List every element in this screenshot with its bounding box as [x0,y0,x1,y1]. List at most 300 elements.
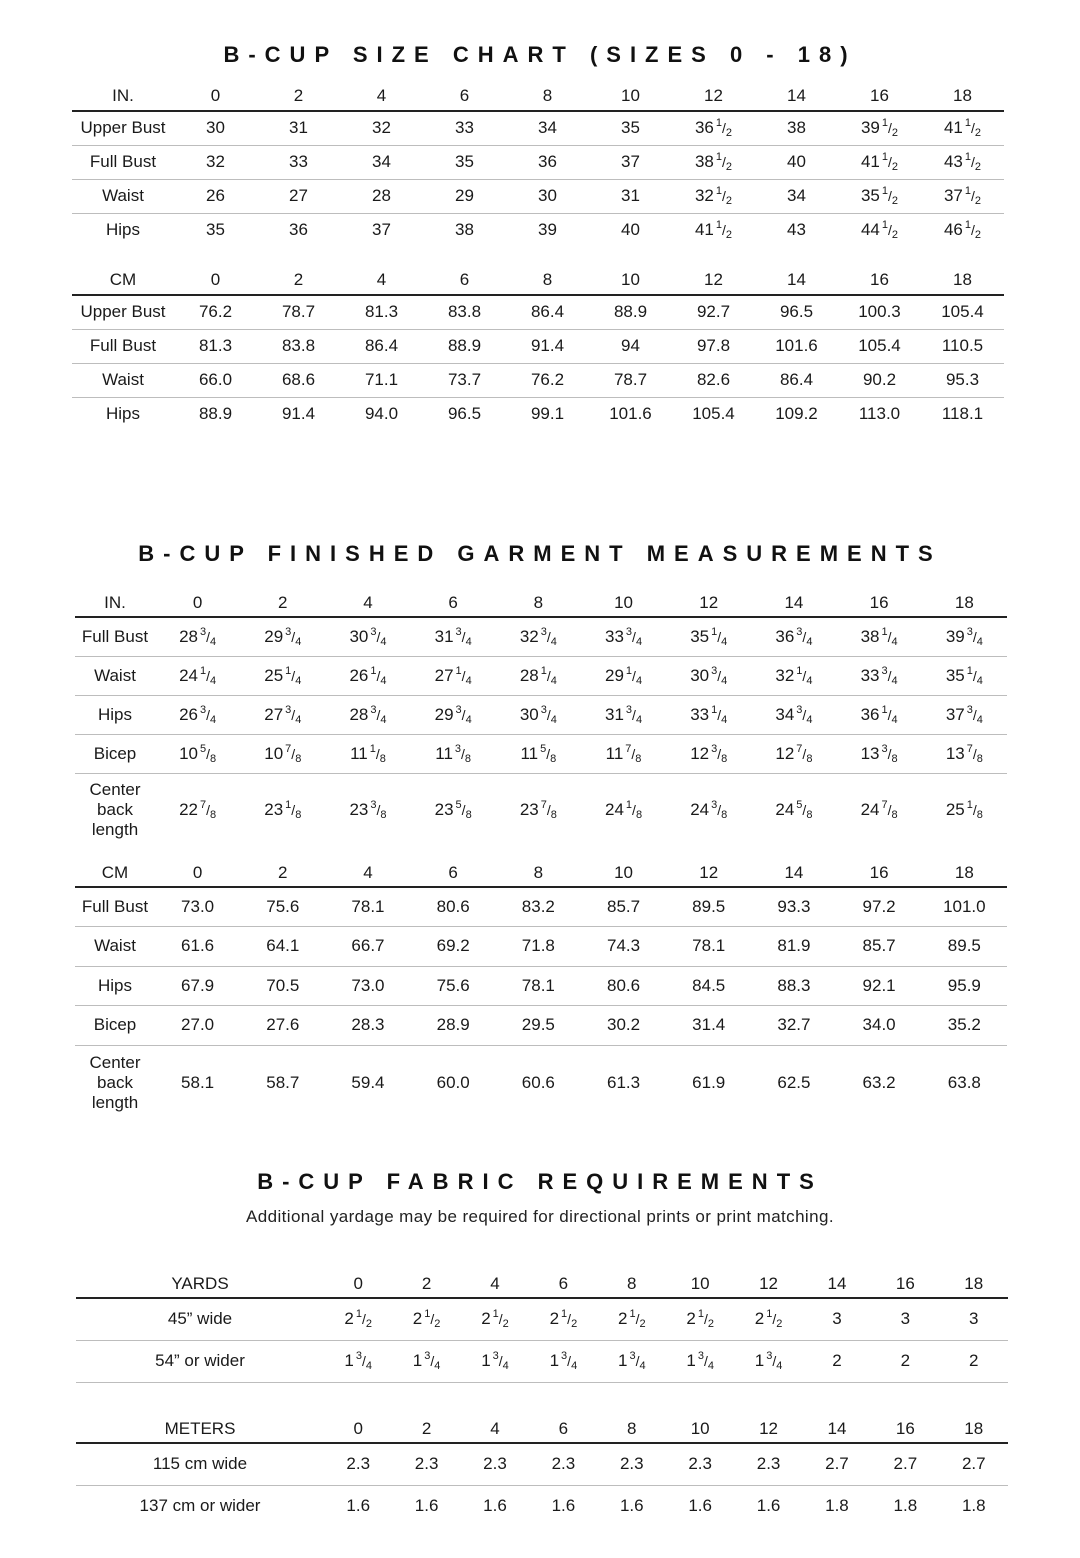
value-cell: 113.0 [858,404,901,424]
value-cell: 101.6 [775,336,818,355]
size-header: 4 [376,269,387,289]
unit-header: CM [109,269,137,289]
value-cell: 88.9 [447,336,482,355]
size-chart-cm-table [72,265,1004,431]
value-cell: 3 [832,1309,842,1329]
value-cell: 74.3 [606,936,641,956]
value-cell: 76.2 [198,302,233,322]
value-cell: 35 $^1/_4$ [690,625,728,648]
size-header: 16 [895,1273,915,1293]
value-cell: 31 [289,118,308,138]
value-cell: 118.1 [941,404,984,424]
size-header: 4 [376,85,387,105]
size-header: 4 [363,592,373,612]
measurement-row-waist [75,656,1007,695]
value-cell: 41 $^1/_2$ [694,219,733,242]
value-cell: 36 [538,152,557,171]
value-cell: 105.4 [941,302,984,322]
value-cell: 28 $^3/_4$ [349,703,387,726]
value-cell: 34 $^3/_4$ [775,703,813,726]
value-cell: 2 $^1/_2$ [481,1308,509,1331]
value-cell: 31.4 [692,1015,726,1035]
value-cell: 1.6 [346,1496,371,1516]
measurement-row-waist [75,927,1007,967]
value-cell: 1 $^3/_4$ [549,1350,578,1372]
value-cell: 1 $^3/_4$ [344,1350,373,1372]
size-header: 18 [954,862,974,882]
value-cell: 12 $^3/_8$ [690,742,728,765]
value-cell: 78.1 [351,897,385,916]
size-header: 2 [278,592,288,612]
value-cell: 41 $^1/_2$ [860,151,899,173]
measurement-row-45-wide [76,1298,1008,1340]
value-cell: 22 $^7/_8$ [179,799,217,822]
value-cell: 28.3 [351,1015,385,1035]
value-cell: 2.3 [619,1454,644,1474]
value-cell: 27.0 [181,1015,215,1035]
value-cell: 61.6 [181,936,215,956]
value-cell: 66.7 [351,936,385,956]
value-cell: 26 $^1/_4$ [349,664,387,687]
size-header: 6 [558,1418,569,1438]
row-label: Full Bust [89,336,157,355]
row-label: Waist [94,936,136,956]
value-cell: 69.2 [436,936,470,956]
value-cell: 27 $^1/_4$ [434,664,472,687]
value-cell: 35 [455,152,474,171]
value-cell: 1.8 [893,1496,918,1516]
value-cell: 91.4 [530,336,565,355]
row-label: Hips [97,975,132,995]
size-header: 14 [784,592,804,612]
value-cell: 37 $^1/_2$ [943,185,982,207]
value-cell: 11 $^5/_8$ [520,742,557,765]
unit-header: METERS [164,1418,236,1438]
value-cell: 36 $^3/_4$ [775,625,813,648]
value-cell: 1.6 [551,1496,576,1516]
measurement-row-full-bust [72,145,1004,179]
measurement-row-full-bust [72,329,1004,363]
size-header: 0 [353,1418,363,1438]
size-header: 0 [210,269,221,289]
row-label: 115 cm wide [152,1454,248,1474]
value-cell: 60.6 [521,1073,555,1093]
value-cell: 38 $^1/_2$ [694,151,733,173]
value-cell: 67.9 [181,975,215,995]
size-header: 12 [699,862,719,882]
measurement-row-hips [72,397,1004,431]
value-cell: 2 [900,1351,911,1370]
value-cell: 59.4 [351,1073,385,1093]
value-cell: 37 [621,152,640,171]
size-header: 18 [953,269,972,289]
row-label: Bicep [93,743,137,763]
value-cell: 1 $^3/_4$ [481,1350,509,1372]
value-cell: 34.0 [862,1015,896,1035]
size-header: 8 [542,269,553,289]
size-header: 18 [964,1418,984,1438]
row-label: Full Bust [89,152,157,171]
value-cell: 13 $^7/_8$ [945,742,983,765]
measurement-row-full-bust [75,617,1007,656]
value-cell: 78.1 [692,936,726,956]
value-cell: 94 [621,336,640,355]
value-cell: 24 $^1/_8$ [605,799,643,822]
value-cell: 2 $^1/_2$ [617,1308,646,1331]
size-header: 8 [533,862,544,882]
value-cell: 93.3 [777,897,811,916]
value-cell: 30 $^3/_4$ [690,664,728,687]
value-cell: 26 $^3/_4$ [179,703,217,726]
size-header: 4 [490,1418,500,1438]
value-cell: 85.7 [606,897,641,916]
value-cell: 81.9 [777,936,811,956]
row-label: Center back length [89,780,141,840]
size-header: 8 [627,1418,637,1438]
value-cell: 27 $^3/_4$ [264,703,302,726]
value-cell: 1 $^3/_4$ [686,1350,714,1372]
row-label: 137 cm or wider [139,1496,261,1516]
value-cell: 2.7 [961,1454,986,1474]
measurement-row-center-back-length [75,773,1007,847]
value-cell: 26 [206,186,225,205]
fabric-meters-table [76,1415,1008,1527]
value-cell: 24 $^1/_4$ [179,664,217,687]
value-cell: 38 [787,118,806,138]
measurement-row-bicep [75,734,1007,773]
measurement-row-hips [75,966,1007,1006]
value-cell: 58.1 [181,1073,215,1093]
value-cell: 92.7 [696,302,731,322]
size-header: 2 [278,862,288,882]
value-cell: 88.3 [777,975,811,995]
size-header: 6 [558,1273,569,1293]
value-cell: 58.7 [266,1073,300,1093]
garment-inches-table [75,589,1007,847]
value-cell: 62.5 [777,1073,811,1093]
size-header: 6 [448,862,458,882]
value-cell: 2 $^1/_2$ [686,1308,714,1331]
fabric-requirements-note: Additional yardage may be required for directional prints or print matching. [246,1207,834,1226]
value-cell: 2.3 [346,1454,371,1474]
value-cell: 78.7 [613,370,648,389]
value-cell: 33 $^3/_4$ [605,625,643,648]
value-cell: 23 $^1/_8$ [264,799,302,822]
size-header: 12 [704,269,723,289]
value-cell: 35.2 [947,1015,981,1035]
value-cell: 99.1 [530,404,565,424]
value-cell: 1.6 [414,1496,439,1516]
value-cell: 2.7 [825,1454,849,1474]
value-cell: 71.1 [364,370,399,389]
value-cell: 37 [372,220,391,240]
value-cell: 34 [538,118,557,138]
value-cell: 101.0 [943,897,986,916]
row-label: 54” or wider [155,1351,245,1370]
header-row [72,265,1004,295]
size-header: 6 [459,85,470,105]
value-cell: 34 [787,186,806,205]
size-header: 8 [533,592,544,612]
value-cell: 2 $^1/_2$ [344,1308,373,1331]
size-header: 14 [784,862,804,882]
size-header: 16 [869,862,889,882]
value-cell: 2.3 [688,1454,712,1474]
value-cell: 70.5 [266,975,300,995]
value-cell: 66.0 [198,370,233,389]
value-cell: 81.3 [198,336,233,355]
value-cell: 24 $^5/_8$ [775,799,813,822]
value-cell: 1.6 [483,1496,507,1516]
value-cell: 39 $^1/_2$ [860,117,899,140]
value-cell: 105.4 [692,404,735,424]
value-cell: 2 $^1/_2$ [549,1308,578,1331]
measurement-row-waist [72,363,1004,397]
header-row [76,1415,1008,1443]
value-cell: 10 $^5/_8$ [179,742,217,765]
value-cell: 25 $^1/_8$ [945,799,983,822]
value-cell: 88.9 [613,302,648,322]
value-cell: 2.3 [414,1454,439,1474]
size-header: 2 [421,1273,432,1293]
value-cell: 95.3 [945,370,980,389]
size-header: 0 [210,85,221,105]
value-cell: 75.6 [436,975,470,995]
value-cell: 81.3 [364,302,399,322]
size-header: 0 [353,1273,363,1293]
size-header: 2 [293,269,304,289]
size-header: 14 [827,1418,847,1438]
measurement-row-bicep [75,1006,1007,1046]
value-cell: 2 [969,1351,979,1370]
value-cell: 85.7 [862,936,896,956]
value-cell: 80.6 [606,975,641,995]
value-cell: 29.5 [521,1015,555,1035]
size-header: 10 [690,1273,710,1293]
value-cell: 86.4 [779,370,814,389]
value-cell: 28 [372,186,391,205]
value-cell: 29 $^1/_4$ [605,664,643,687]
size-chart-inches-table [72,81,1004,247]
value-cell: 97.2 [862,897,896,916]
value-cell: 2.7 [893,1454,918,1474]
size-header: 8 [542,85,553,105]
row-label: 45” wide [167,1309,233,1329]
value-cell: 80.6 [436,897,470,916]
garment-cm-table [75,859,1007,1121]
row-label: Waist [102,186,144,205]
value-cell: 31 $^3/_4$ [434,625,472,648]
value-cell: 38 $^1/_4$ [860,625,898,648]
value-cell: 36 [289,220,308,240]
value-cell: 83.8 [447,302,482,322]
value-cell: 61.9 [692,1073,726,1093]
garment-measurements-title: B-CUP FINISHED GARMENT MEASUREMENTS [138,541,942,566]
value-cell: 86.4 [530,302,565,322]
value-cell: 95.9 [947,975,981,995]
size-header: 6 [448,592,458,612]
value-cell: 28 $^1/_4$ [519,664,557,687]
value-cell: 83.8 [281,336,316,355]
value-cell: 11 $^1/_8$ [350,742,386,765]
size-header: 10 [614,592,633,612]
value-cell: 1 $^3/_4$ [754,1350,783,1372]
size-header: 4 [363,862,373,882]
value-cell: 71.8 [521,936,555,956]
value-cell: 73.0 [351,975,385,995]
value-cell: 92.1 [862,975,896,995]
value-cell: 33 [289,152,308,171]
value-cell: 61.3 [606,1073,641,1093]
value-cell: 86.4 [364,336,399,355]
value-cell: 105.4 [858,336,901,355]
value-cell: 35 [621,118,640,138]
value-cell: 32 $^1/_2$ [694,185,733,207]
value-cell: 63.2 [862,1073,896,1093]
value-cell: 2.3 [551,1454,576,1474]
value-cell: 89.5 [692,897,726,916]
value-cell: 27 [289,186,308,205]
size-chart-title: B-CUP SIZE CHART (SIZES 0 - 18) [223,42,857,67]
value-cell: 30 $^3/_4$ [349,625,387,648]
fabric-yards-table [76,1270,1008,1383]
size-header: 18 [953,85,972,105]
value-cell: 24 $^7/_8$ [860,799,898,822]
unit-header: CM [101,862,129,882]
value-cell: 38 [455,220,474,240]
value-cell: 34 [372,152,391,171]
value-cell: 33 $^3/_4$ [860,664,898,687]
value-cell: 73.7 [447,370,482,389]
value-cell: 1.8 [961,1496,986,1516]
size-header: 14 [787,85,806,105]
value-cell: 1.6 [756,1496,781,1516]
value-cell: 32 $^1/_4$ [775,664,813,687]
value-cell: 33 $^1/_4$ [690,703,728,726]
measurement-row-waist [72,179,1004,213]
row-label: Full Bust [81,897,149,916]
value-cell: 46 $^1/_2$ [943,219,982,242]
value-cell: 39 $^3/_4$ [945,625,983,648]
row-label: Hips [97,704,132,724]
value-cell: 31 $^3/_4$ [605,703,643,726]
value-cell: 28.9 [436,1015,470,1035]
value-cell: 43 $^1/_2$ [943,151,982,173]
row-label: Full Bust [81,626,149,646]
measurement-row-54-or-wider [76,1340,1008,1382]
size-header: 14 [827,1273,847,1293]
value-cell: 28 $^3/_4$ [179,625,217,648]
size-header: 10 [690,1418,710,1438]
value-cell: 32 $^3/_4$ [519,625,557,648]
value-cell: 36 $^1/_4$ [860,703,898,726]
value-cell: 32 [372,118,391,138]
value-cell: 11 $^7/_8$ [605,742,642,765]
value-cell: 44 $^1/_2$ [860,219,899,242]
value-cell: 24 $^3/_8$ [690,799,728,822]
size-header: 12 [759,1273,779,1293]
size-header: 18 [954,592,974,612]
measurement-row-137-cm-or-wider [76,1485,1008,1527]
size-header: 12 [699,592,719,612]
value-cell: 29 $^3/_4$ [434,703,472,726]
size-header: 4 [490,1273,500,1293]
value-cell: 78.7 [281,302,316,322]
row-label: Upper Bust [80,118,166,138]
value-cell: 88.9 [198,404,233,424]
value-cell: 91.4 [281,404,316,424]
unit-header: YARDS [171,1273,229,1293]
value-cell: 37 $^3/_4$ [945,703,983,726]
measurement-row-hips [72,213,1004,247]
value-cell: 35 $^1/_4$ [945,664,983,687]
value-cell: 30 $^3/_4$ [519,703,557,726]
value-cell: 1.8 [825,1496,849,1516]
row-label: Bicep [93,1015,137,1035]
value-cell: 23 $^5/_8$ [434,799,472,822]
value-cell: 96.5 [447,404,482,424]
value-cell: 39 [538,220,557,240]
row-label: Upper Bust [80,302,166,322]
value-cell: 90.2 [862,370,897,389]
value-cell: 29 $^3/_4$ [264,625,302,648]
value-cell: 32 [206,152,225,171]
row-label: Waist [102,370,144,389]
value-cell: 31 [621,186,640,205]
value-cell: 110.5 [941,336,984,355]
value-cell: 96.5 [779,302,814,322]
value-cell: 35 [206,220,225,240]
value-cell: 30 [538,186,557,205]
unit-header: IN. [112,85,134,105]
row-label: Waist [94,665,136,685]
measurement-row-hips [75,695,1007,734]
value-cell: 1.6 [619,1496,644,1516]
measurement-row-upper-bust [72,111,1004,145]
value-cell: 2 $^1/_2$ [754,1308,783,1331]
measurement-row-upper-bust [72,295,1004,329]
value-cell: 23 $^3/_8$ [349,799,387,822]
value-cell: 12 $^7/_8$ [775,742,813,765]
value-cell: 29 [455,186,474,205]
header-row [75,589,1007,617]
value-cell: 64.1 [266,936,300,956]
value-cell: 82.6 [696,370,731,389]
header-row [76,1270,1008,1298]
value-cell: 75.6 [266,897,300,916]
value-cell: 97.8 [696,336,731,355]
value-cell: 13 $^3/_8$ [860,742,898,765]
value-cell: 73.0 [181,897,215,916]
size-header: 6 [459,269,470,289]
size-header: 12 [759,1418,779,1438]
value-cell: 3 [969,1309,979,1329]
value-cell: 63.8 [947,1073,981,1093]
value-cell: 94.0 [364,404,399,424]
value-cell: 32.7 [777,1015,811,1035]
measurement-row-center-back-length [75,1045,1007,1121]
value-cell: 1 $^3/_4$ [617,1350,646,1372]
value-cell: 78.1 [521,975,555,995]
value-cell: 40 [787,152,806,171]
size-header: 16 [869,592,889,612]
size-header: 18 [964,1273,984,1293]
size-header: 2 [421,1418,432,1438]
value-cell: 89.5 [947,936,981,956]
header-row [75,859,1007,887]
value-cell: 68.6 [281,370,316,389]
value-cell: 27.6 [266,1015,300,1035]
